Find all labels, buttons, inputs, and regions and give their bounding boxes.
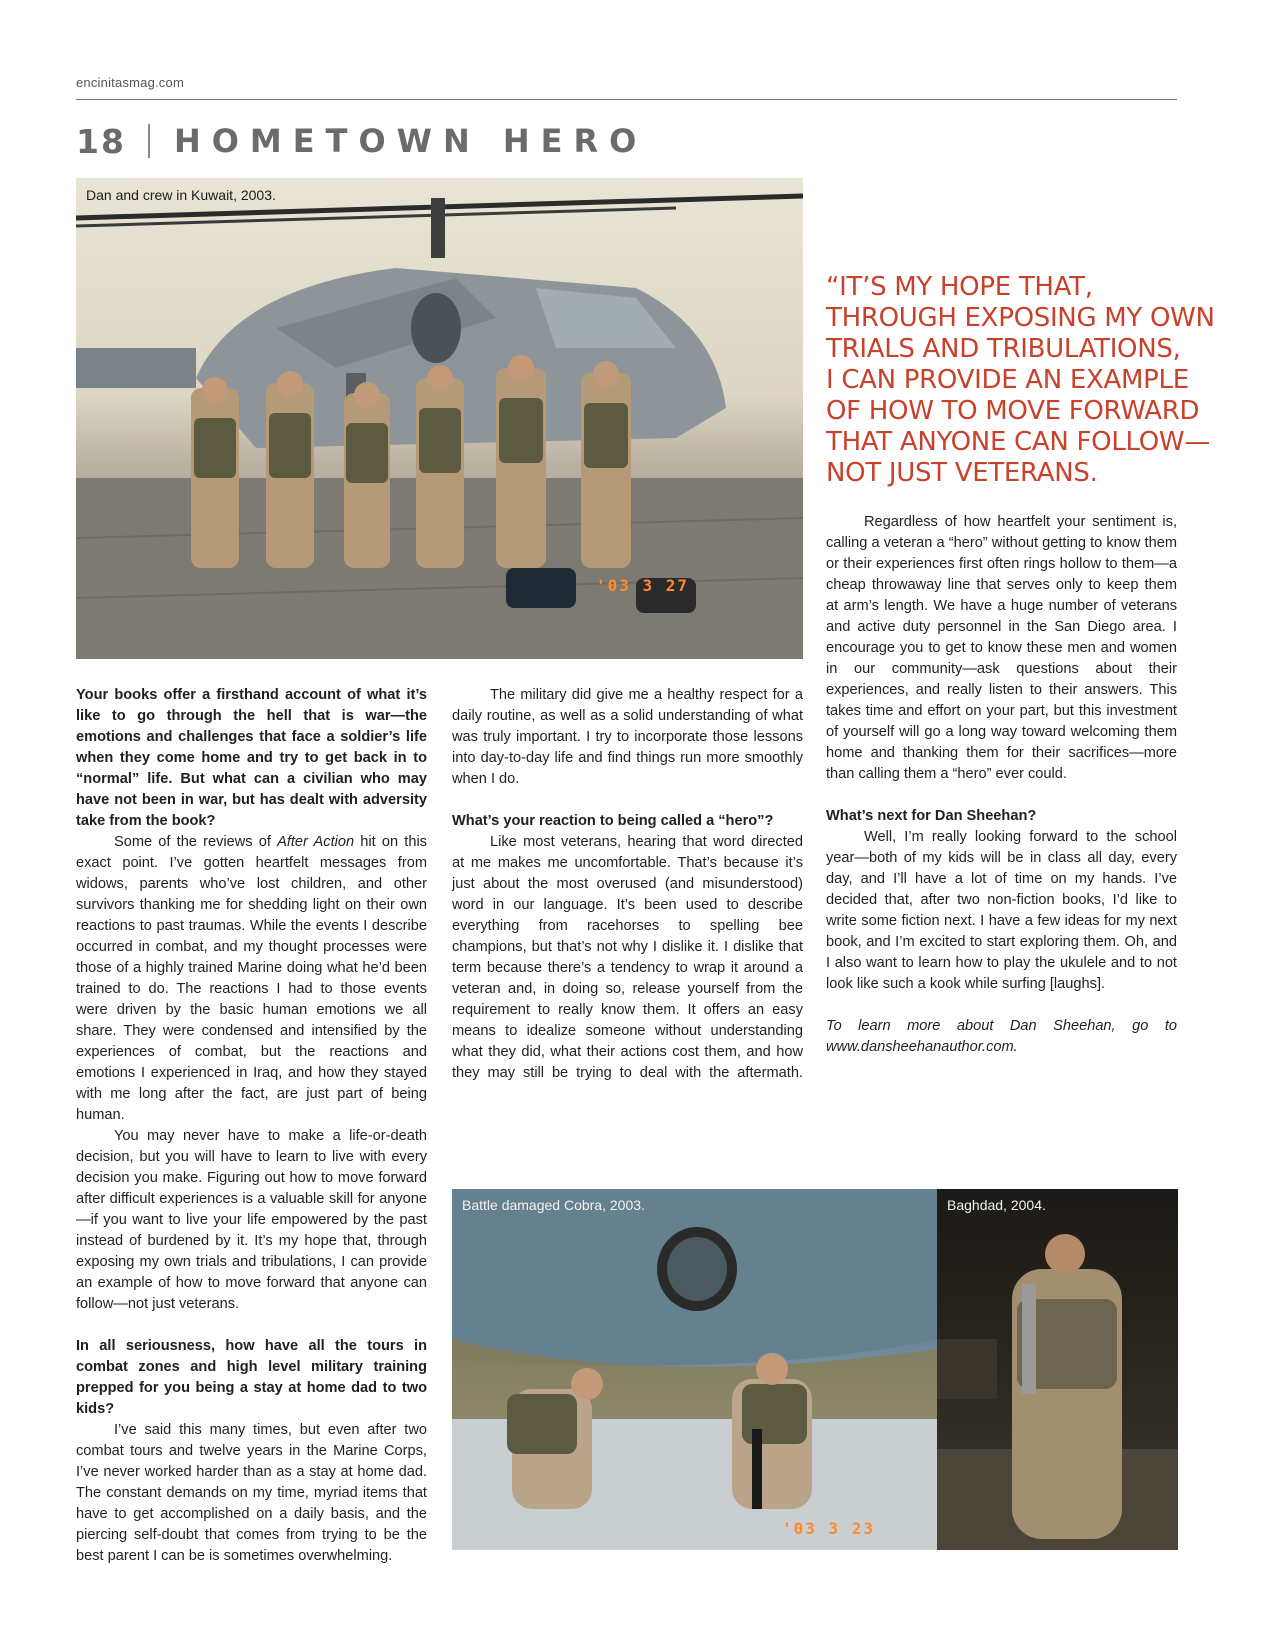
outro-link-text: To learn more about Dan Sheehan, go to www.dansheehanauthor.com.	[826, 1018, 1177, 1055]
crew-photo-date-stamp: '03 3 27	[596, 576, 690, 595]
page-header	[76, 118, 647, 164]
pull-quote-line: “IT’S MY HOPE THAT,	[826, 272, 1093, 302]
book-title: After Action	[277, 834, 355, 850]
answer-1-paragraph-1: Some of the reviews of After Action hit on this exact point. I’ve gotten heartfelt messages from widows, parents who’ve lost children, and other survivors thanking me for shedding light on their own reactions to past traumas. While the events I describe occurred in combat, and my thought processes were those of a highly trained Marine doing what he’d been trained to do. The reactions I had to those events were driven by the basic human emotions we all share. They were condensed and intensified by the experiences of combat, but the reactions and emotions I experienced in Iraq, and how they stayed with me long after the fact, are just part of being human.	[76, 834, 427, 1123]
baghdad-photo-illustration	[937, 1189, 1178, 1550]
pull-quote-line: THAT ANYONE CAN FOLLOW—	[826, 427, 1211, 457]
pull-quote-line: TRIALS AND TRIBULATIONS,	[826, 334, 1181, 364]
answer-2-paragraph-2: The military did give me a healthy respect for a daily routine, as well as a solid understanding of what was truly important. I try to incorporate those lessons into day-to-day life and find things run more smoothly when I do.	[452, 687, 803, 787]
cobra-photo-caption: Battle damaged Cobra, 2003.	[462, 1197, 645, 1213]
crew-photo-caption: Dan and crew in Kuwait, 2003.	[86, 187, 276, 203]
answer-2-paragraph-1: I’ve said this many times, but even after two combat tours and twelve years in the Marine Corps, I’ve never worked harder than as a stay at home dad. The constant demands on my time, myriad items that have to get accomplished on a daily basis, and the piercing self-doubt that comes from trying to be the best parent I can be is sometimes overwhelming.	[76, 1422, 427, 1564]
section-title: HOMETOWN HERO	[173, 122, 648, 160]
cobra-photo	[452, 1189, 937, 1550]
baghdad-photo	[937, 1189, 1178, 1550]
crew-photo-illustration	[76, 178, 803, 659]
pull-quote-line: THROUGH EXPOSING MY OWN	[826, 303, 1215, 333]
pull-quote-line: I CAN PROVIDE AN EXAMPLE	[826, 365, 1189, 395]
pull-quote	[826, 272, 1215, 489]
pull-quote-line: OF HOW TO MOVE FORWARD	[826, 396, 1200, 426]
answer-4-paragraph-1: Well, I’m really looking forward to the school year—both of my kids will be in class all day, every day, and I’ll have a lot of time on my hands. I’ve decided that, after two non-fiction books, I’d like to write some fiction next. I have a few ideas for my next book, and I’m excited to start exploring them. Oh, and I also want to learn how to play the ukulele and to not look like such a kook while surfing [laughs].	[826, 829, 1177, 992]
header-rule	[76, 99, 1177, 100]
cobra-photo-date-stamp: '03 3 23	[782, 1519, 876, 1538]
answer-3-paragraph-1: Like most veterans, hearing that word directed at me makes me uncomfortable. That’s because it’s just about the most overused (and misunderstood) word in our language. It’s been used to describe everything from racehorses to spelling bee champions, but that’s not why I dislike it. I dislike that term because there’s a tendency to wrap it around a veteran and, in doing so, release yourself from the requirement to really know them. It offers an easy means to idealize someone without understanding what they did, what their actions cost them, and how they may still be trying to deal with the aftermath.	[452, 834, 803, 1081]
pull-quote-line: NOT JUST VETERANS.	[826, 458, 1098, 488]
answer-3-paragraph-2: Regardless of how heartfelt your sentiment is, calling a veteran a “hero” without getting to know them or their experiences first often rings hollow to them—a cheap throwaway line that serves only to keep them at arm’s length. We have a huge number of veterans and active duty personnel in the San Diego area. I encourage you to get to know these men and women in our community—ask questions about their experiences, and really listen to their answers. This takes time and effort on your part, but this investment of yourself will go a long way toward welcoming them home and thanking them for their sacrifices—more than calling them a “hero” ever could.	[826, 514, 1177, 782]
article-column-3	[826, 512, 1177, 1058]
baghdad-photo-caption: Baghdad, 2004.	[947, 1197, 1046, 1213]
question-4: What’s next for Dan Sheehan?	[826, 808, 1037, 824]
answer-1-paragraph-2: You may never have to make a life-or-death decision, but you will have to learn to live with every decision you make. Figuring out how to move forward after difficult experiences is a valuable skill for anyone—if you want to live your life empowered by the past instead of burdened by it. It’s my hope that, through exposing my own trials and tribulations, I can provide an example of how to move forward that anyone can follow—not just veterans.	[76, 1128, 427, 1312]
article-column-2	[452, 685, 803, 1084]
header-divider	[148, 124, 150, 158]
question-3: What’s your reaction to being called a “hero”?	[452, 813, 774, 829]
article-column-1	[76, 685, 427, 1567]
question-1: Your books offer a firsthand account of what it’s like to go through the hell that is war—the emotions and challenges that face a soldier’s life when they come home and try to get back in to “normal” life. But what can a civilian who may have not been in war, but has dealt with adversity take from the book?	[76, 687, 427, 829]
page-number: 18	[76, 121, 126, 161]
site-url: encinitasmag.com	[76, 75, 184, 90]
question-2: In all seriousness, how have all the tours in combat zones and high level military training prepped for you being a stay at home dad to two kids?	[76, 1338, 427, 1417]
cobra-photo-illustration	[452, 1189, 937, 1550]
crew-photo	[76, 178, 803, 659]
